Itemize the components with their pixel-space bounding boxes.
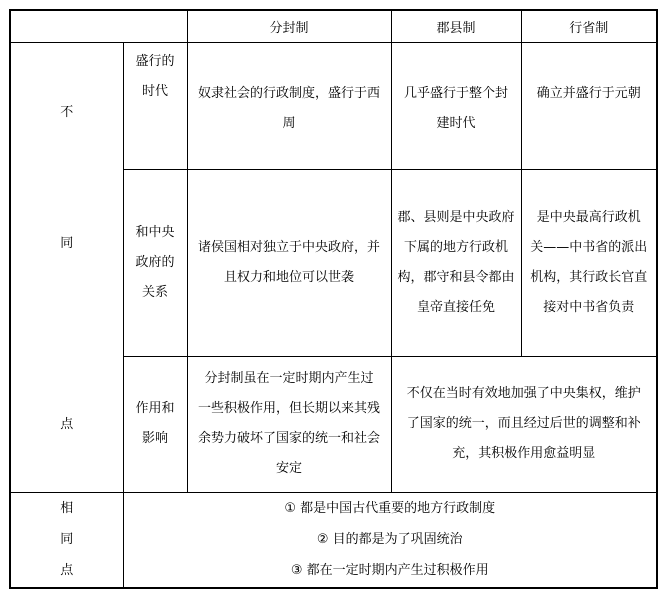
relation-junxian (391, 169, 521, 356)
diff-label-char-3: 点 (60, 417, 74, 432)
same-items-cell (123, 492, 657, 588)
era-xingsheng (521, 42, 657, 169)
same-label-char-2: 同 (60, 532, 74, 548)
era-fenfeng (187, 42, 391, 169)
influence-fenfeng-line-4: 安定 (275, 461, 302, 476)
era-junxian-line-2: 建时代 (436, 115, 476, 131)
era-junxian-line-1: 几乎盛行于整个封 (403, 85, 508, 101)
header-fenfeng: 分封制 (187, 10, 391, 42)
relation-junxian-line-1: 郡、县则是中央政府 (397, 209, 515, 225)
era-fenfeng-line-1: 奴隶社会的行政制度，盛行于西 (197, 85, 380, 101)
label-relation (123, 169, 187, 356)
diff-label-cell (10, 42, 123, 492)
era-junxian (391, 42, 521, 169)
influence-merged-line-1: 不仅在当时有效地加强了中央集权，维护 (406, 386, 641, 401)
relation-fenfeng-line-1: 诸侯国相对独立于中央政府，并 (197, 239, 380, 255)
relation-xingsheng-line-4: 接对中书省负责 (543, 299, 635, 315)
influence-merged (391, 356, 657, 492)
influence-fenfeng-line-1: 分封制虽在一定时期内产生过 (204, 371, 374, 386)
label-influence (123, 356, 187, 492)
era-xingsheng-line-1: 确立并盛行于元朝 (536, 85, 641, 101)
same-label-char-1: 相 (60, 501, 74, 517)
relation-fenfeng (187, 169, 391, 356)
comparison-table (9, 9, 658, 589)
same-item-1: ① 都是中国古代重要的地方行政制度 (284, 501, 496, 517)
header-blank-cell (10, 10, 187, 42)
diff-label-char-2: 同 (60, 236, 74, 251)
same-label-cell (10, 492, 123, 588)
era-fenfeng-line-2: 周 (282, 115, 296, 131)
relation-xingsheng (521, 169, 657, 356)
relation-xingsheng-line-3: 机构，其行政长官直 (530, 269, 648, 285)
row-same (10, 492, 657, 588)
label-relation-line-1: 和中央 (135, 224, 175, 240)
influence-fenfeng-line-2: 一些积极作用，但长期以来其残 (197, 401, 380, 416)
label-influence-line-1: 作用和 (135, 401, 175, 416)
label-influence-line-2: 影响 (141, 431, 168, 446)
label-relation-line-3: 关系 (141, 284, 168, 300)
same-item-2: ② 目的都是为了巩固统治 (316, 532, 463, 548)
influence-merged-line-3: 充，其积极作用愈益明显 (452, 446, 596, 461)
label-era (123, 42, 187, 169)
same-item-3: ③ 都在一定时期内产生过积极作用 (290, 563, 489, 579)
header-junxian: 郡县制 (391, 10, 521, 42)
header-xingsheng: 行省制 (521, 10, 657, 42)
relation-junxian-line-4: 皇帝直接任免 (416, 299, 495, 315)
row-era (10, 42, 657, 169)
influence-merged-line-2: 了国家的统一，而且经过后世的调整和补 (406, 416, 641, 431)
label-era-line-2: 时代 (141, 83, 168, 99)
relation-junxian-line-3: 构，郡守和县令都由 (397, 269, 515, 285)
diff-label-char-1: 不 (60, 105, 74, 120)
label-era-line-1: 盛行的 (135, 53, 175, 69)
relation-fenfeng-line-2: 且权力和地位可以世袭 (223, 269, 354, 285)
relation-xingsheng-line-1: 是中央最高行政机 (536, 209, 641, 225)
header-row (10, 10, 657, 42)
relation-junxian-line-2: 下属的地方行政机 (403, 239, 508, 255)
relation-xingsheng-line-2: 关——中书省的派出 (530, 239, 648, 255)
label-relation-line-2: 政府的 (135, 254, 175, 270)
influence-fenfeng (187, 356, 391, 492)
influence-fenfeng-line-3: 余势力破坏了国家的统一和社会 (197, 431, 380, 446)
same-label-char-3: 点 (60, 563, 74, 579)
